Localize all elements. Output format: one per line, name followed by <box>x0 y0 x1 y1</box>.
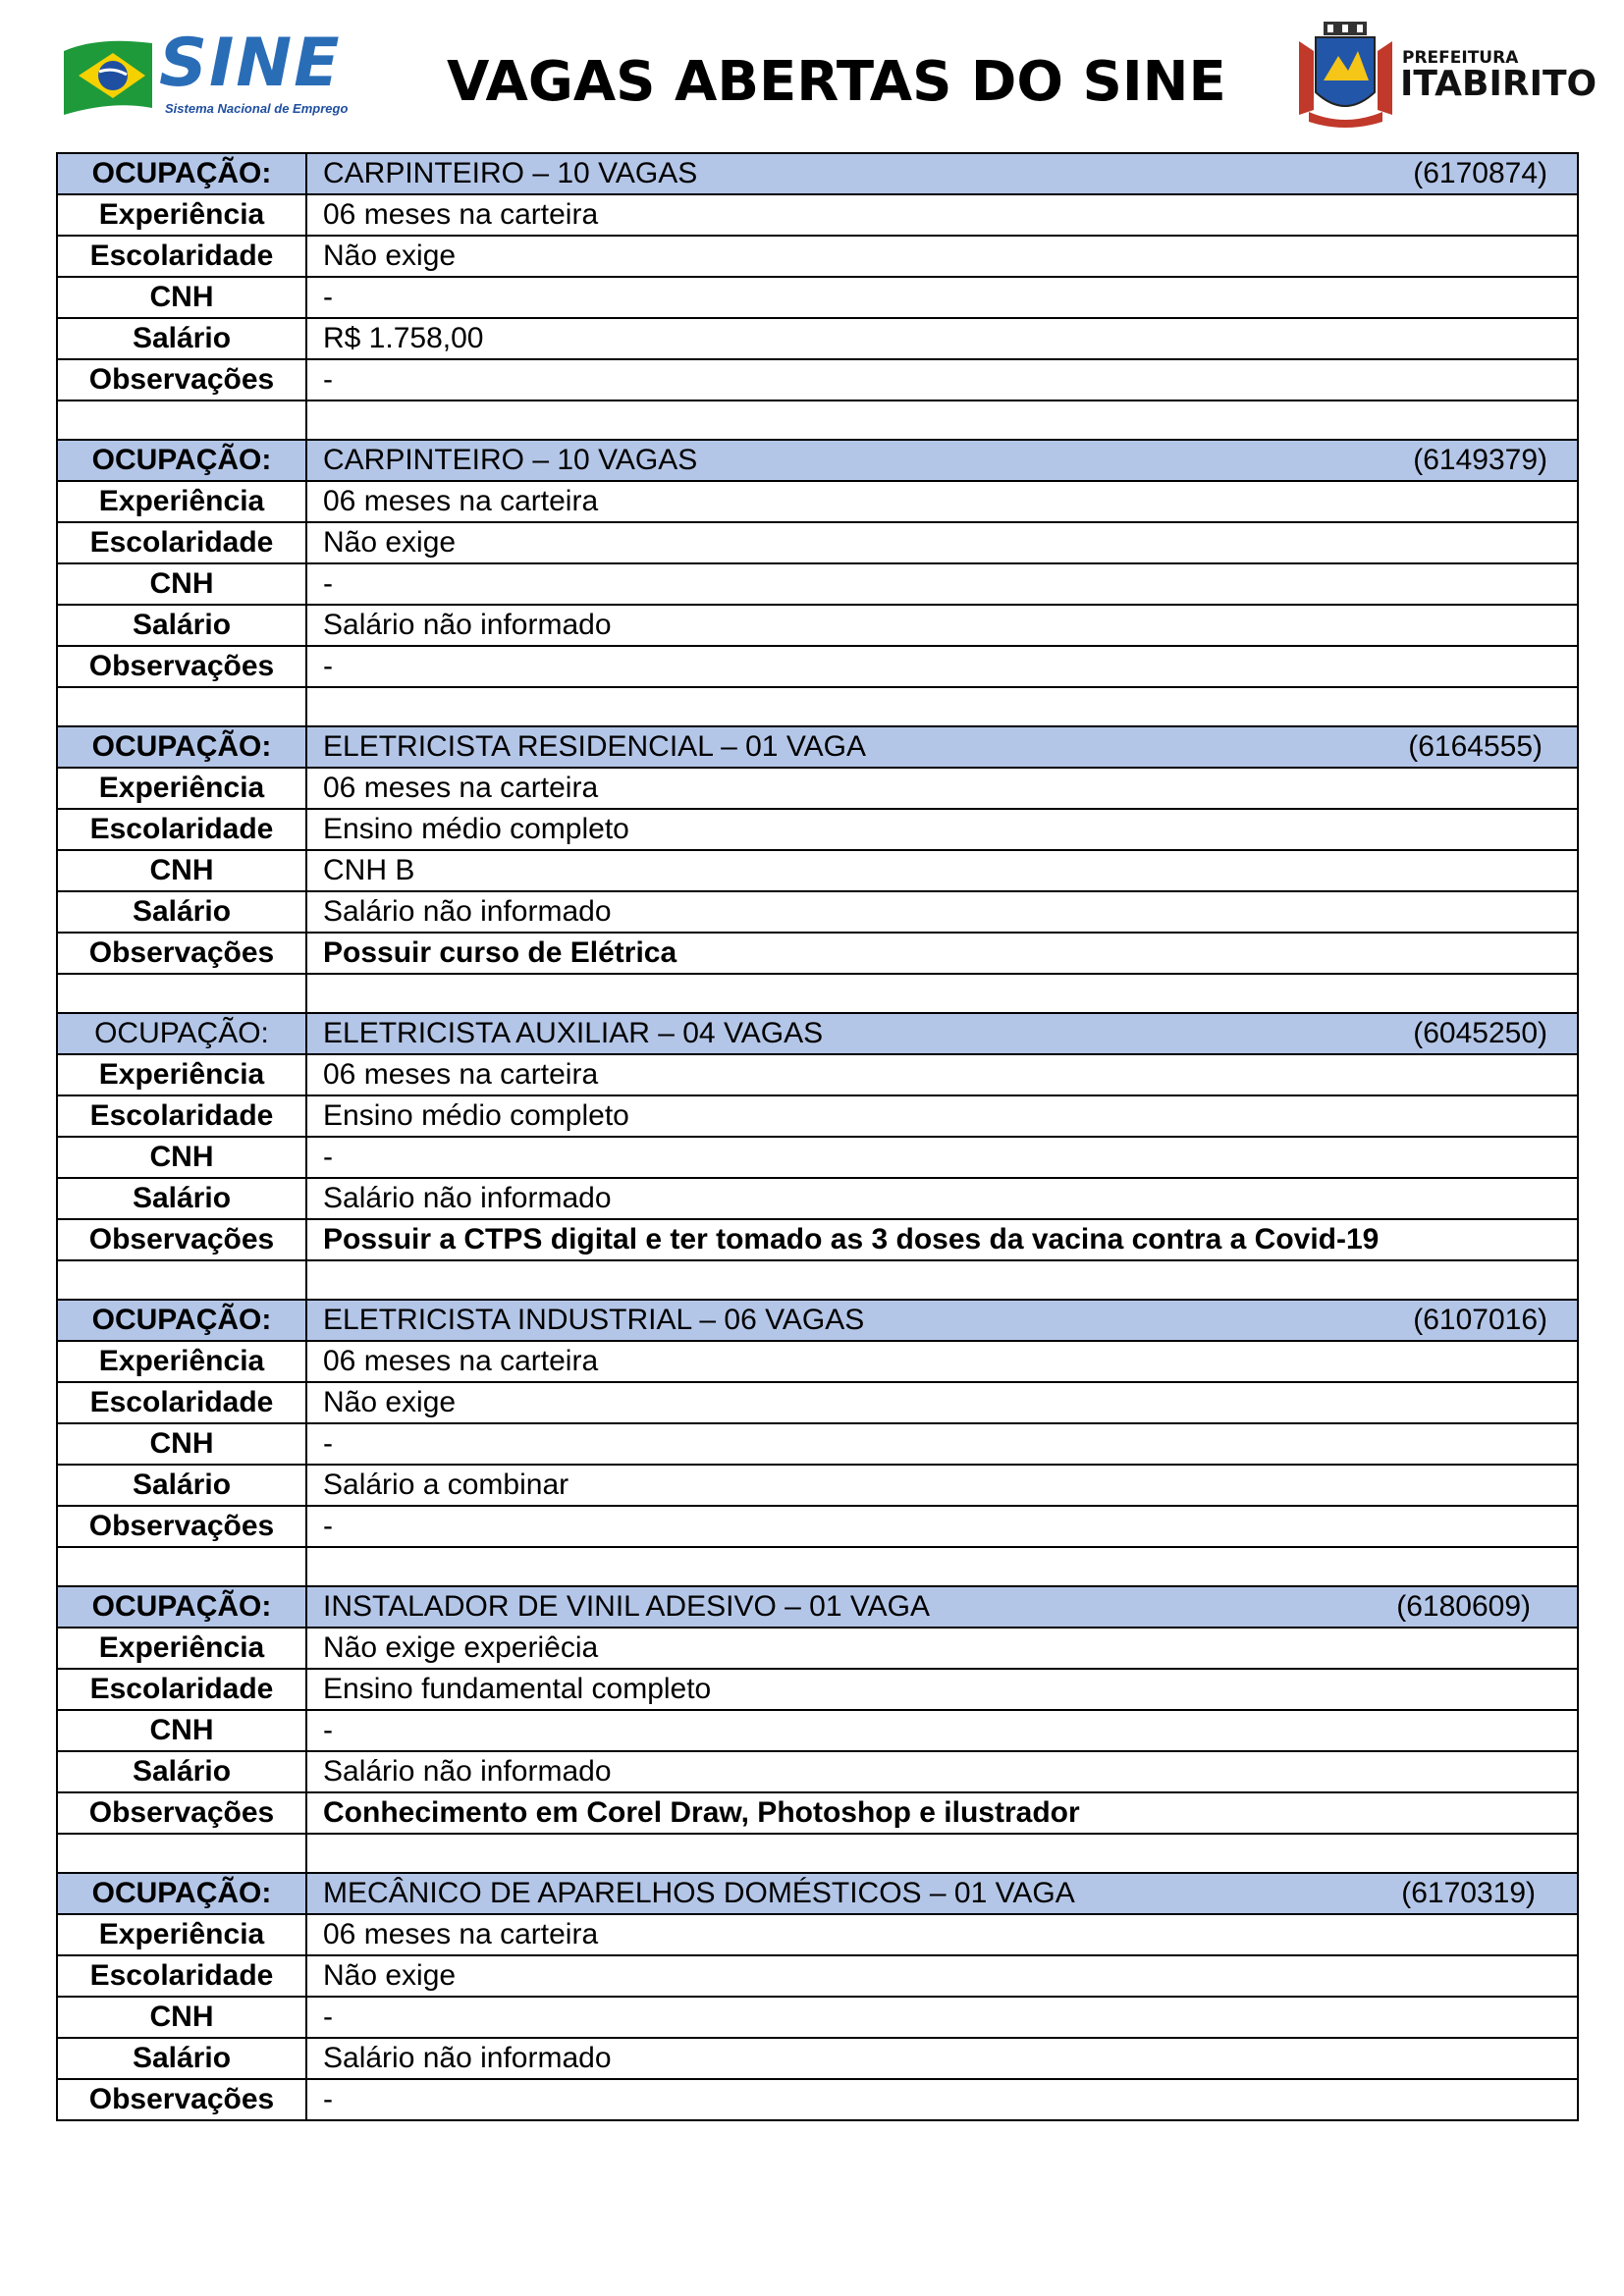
cnh-label: CNH <box>57 563 306 605</box>
observacoes-label: Observações <box>57 1219 306 1260</box>
salario-row <box>57 605 1578 646</box>
salario-value: Salário não informado <box>306 1178 1578 1219</box>
salario-label: Salário <box>57 1751 306 1792</box>
escolaridade-label: Escolaridade <box>57 522 306 563</box>
escolaridade-label: Escolaridade <box>57 1095 306 1137</box>
page-header <box>0 0 1624 147</box>
observacoes-value: Possuir a CTPS digital e ter tomado as 3 doses da vacina contra a Covid-19 <box>306 1219 1578 1260</box>
salario-value: Salário não informado <box>306 605 1578 646</box>
escolaridade-row <box>57 1382 1578 1423</box>
observacoes-value: - <box>306 359 1578 400</box>
occupation-label: OCUPAÇÃO: <box>57 440 306 481</box>
escolaridade-row <box>57 1095 1578 1137</box>
cnh-row <box>57 1423 1578 1465</box>
brazil-flag-icon <box>59 31 157 120</box>
salario-value: Salário não informado <box>306 1751 1578 1792</box>
occupation-title: MECÂNICO DE APARELHOS DOMÉSTICOS – 01 VAGA <box>323 1877 1075 1909</box>
page-title: VAGAS ABERTAS DO SINE <box>447 50 1226 114</box>
occupation-row <box>57 1873 1578 1914</box>
spacer-row <box>57 687 1578 726</box>
cnh-value: - <box>306 1710 1578 1751</box>
experiencia-row <box>57 1914 1578 1955</box>
occupation-label: OCUPAÇÃO: <box>57 1300 306 1341</box>
escolaridade-label: Escolaridade <box>57 1955 306 1997</box>
experiencia-label: Experiência <box>57 194 306 236</box>
occupation-title: ELETRICISTA INDUSTRIAL – 06 VAGAS <box>323 1304 865 1336</box>
observacoes-row <box>57 1219 1578 1260</box>
experiencia-value: 06 meses na carteira <box>306 1341 1578 1382</box>
experiencia-label: Experiência <box>57 1914 306 1955</box>
occupation-label: OCUPAÇÃO: <box>57 1013 306 1054</box>
cnh-label: CNH <box>57 1137 306 1178</box>
experiencia-value: 06 meses na carteira <box>306 481 1578 522</box>
coat-of-arms-icon <box>1294 22 1397 130</box>
escolaridade-label: Escolaridade <box>57 1669 306 1710</box>
salario-value: Salário a combinar <box>306 1465 1578 1506</box>
prefeitura-label: PREFEITURA <box>1402 48 1519 68</box>
spacer-row <box>57 974 1578 1013</box>
spacer-row <box>57 1260 1578 1300</box>
spacer-row <box>57 1547 1578 1586</box>
occupation-cell <box>306 726 1578 768</box>
occupation-label: OCUPAÇÃO: <box>57 1873 306 1914</box>
salario-label: Salário <box>57 891 306 933</box>
occupation-title: ELETRICISTA RESIDENCIAL – 01 VAGA <box>323 730 866 763</box>
occupation-code: (6107016) <box>1413 1304 1547 1336</box>
experiencia-value: 06 meses na carteira <box>306 1054 1578 1095</box>
experiencia-row <box>57 1628 1578 1669</box>
sine-logo-text: SINE <box>159 25 342 102</box>
occupation-code: (6170319) <box>1401 1877 1536 1909</box>
experiencia-value: 06 meses na carteira <box>306 194 1578 236</box>
occupation-row <box>57 1586 1578 1628</box>
occupation-title: INSTALADOR DE VINIL ADESIVO – 01 VAGA <box>323 1590 930 1623</box>
observacoes-row <box>57 2079 1578 2120</box>
escolaridade-row <box>57 1669 1578 1710</box>
experiencia-label: Experiência <box>57 1341 306 1382</box>
observacoes-value: Conhecimento em Corel Draw, Photoshop e ilustrador <box>306 1792 1578 1834</box>
escolaridade-label: Escolaridade <box>57 1382 306 1423</box>
occupation-row <box>57 1013 1578 1054</box>
observacoes-row <box>57 933 1578 974</box>
escolaridade-row <box>57 1955 1578 1997</box>
cnh-row <box>57 1710 1578 1751</box>
vagas-table <box>56 152 1579 2121</box>
escolaridade-row <box>57 522 1578 563</box>
occupation-cell <box>306 440 1578 481</box>
occupation-row <box>57 726 1578 768</box>
experiencia-label: Experiência <box>57 768 306 809</box>
cnh-label: CNH <box>57 850 306 891</box>
occupation-label: OCUPAÇÃO: <box>57 726 306 768</box>
cnh-label: CNH <box>57 1423 306 1465</box>
cnh-label: CNH <box>57 1997 306 2038</box>
salario-value: R$ 1.758,00 <box>306 318 1578 359</box>
cnh-label: CNH <box>57 1710 306 1751</box>
salario-value: Salário não informado <box>306 2038 1578 2079</box>
occupation-title: CARPINTEIRO – 10 VAGAS <box>323 444 698 476</box>
occupation-row <box>57 153 1578 194</box>
salario-row <box>57 2038 1578 2079</box>
experiencia-row <box>57 194 1578 236</box>
cnh-row <box>57 277 1578 318</box>
experiencia-row <box>57 1054 1578 1095</box>
cnh-value: - <box>306 1137 1578 1178</box>
experiencia-row <box>57 481 1578 522</box>
occupation-row <box>57 1300 1578 1341</box>
occupation-cell <box>306 153 1578 194</box>
observacoes-label: Observações <box>57 2079 306 2120</box>
cnh-value: - <box>306 563 1578 605</box>
occupation-code: (6045250) <box>1413 1017 1547 1049</box>
escolaridade-value: Não exige <box>306 236 1578 277</box>
spacer-row <box>57 1834 1578 1873</box>
observacoes-row <box>57 1792 1578 1834</box>
occupation-title: CARPINTEIRO – 10 VAGAS <box>323 157 698 189</box>
escolaridade-value: Ensino médio completo <box>306 809 1578 850</box>
salario-row <box>57 891 1578 933</box>
salario-row <box>57 318 1578 359</box>
experiencia-label: Experiência <box>57 1054 306 1095</box>
salario-label: Salário <box>57 1178 306 1219</box>
occupation-label: OCUPAÇÃO: <box>57 1586 306 1628</box>
vagas-table-body <box>57 153 1578 2120</box>
observacoes-label: Observações <box>57 1506 306 1547</box>
experiencia-label: Experiência <box>57 1628 306 1669</box>
escolaridade-value: Não exige <box>306 522 1578 563</box>
experiencia-label: Experiência <box>57 481 306 522</box>
observacoes-value: - <box>306 1506 1578 1547</box>
escolaridade-value: Não exige <box>306 1955 1578 1997</box>
occupation-title: ELETRICISTA AUXILIAR – 04 VAGAS <box>323 1017 824 1049</box>
cnh-label: CNH <box>57 277 306 318</box>
cnh-value: - <box>306 1997 1578 2038</box>
observacoes-label: Observações <box>57 646 306 687</box>
salario-row <box>57 1465 1578 1506</box>
observacoes-row <box>57 646 1578 687</box>
occupation-cell <box>306 1586 1578 1628</box>
spacer-row <box>57 400 1578 440</box>
escolaridade-value: Ensino fundamental completo <box>306 1669 1578 1710</box>
experiencia-value: 06 meses na carteira <box>306 768 1578 809</box>
observacoes-row <box>57 359 1578 400</box>
salario-label: Salário <box>57 1465 306 1506</box>
escolaridade-value: Ensino médio completo <box>306 1095 1578 1137</box>
cnh-row <box>57 563 1578 605</box>
escolaridade-row <box>57 809 1578 850</box>
occupation-cell <box>306 1873 1578 1914</box>
experiencia-row <box>57 1341 1578 1382</box>
occupation-cell <box>306 1300 1578 1341</box>
experiencia-row <box>57 768 1578 809</box>
cnh-row <box>57 850 1578 891</box>
experiencia-value: Não exige experiêcia <box>306 1628 1578 1669</box>
occupation-label: OCUPAÇÃO: <box>57 153 306 194</box>
cnh-value: - <box>306 277 1578 318</box>
observacoes-value: - <box>306 646 1578 687</box>
escolaridade-row <box>57 236 1578 277</box>
cnh-row <box>57 1997 1578 2038</box>
salario-label: Salário <box>57 605 306 646</box>
itabirito-label: ITABIRITO <box>1400 64 1597 104</box>
observacoes-label: Observações <box>57 933 306 974</box>
escolaridade-label: Escolaridade <box>57 236 306 277</box>
salario-row <box>57 1751 1578 1792</box>
occupation-cell <box>306 1013 1578 1054</box>
occupation-code: (6170874) <box>1413 157 1547 189</box>
observacoes-value: Possuir curso de Elétrica <box>306 933 1578 974</box>
occupation-code: (6164555) <box>1408 730 1543 763</box>
observacoes-row <box>57 1506 1578 1547</box>
escolaridade-value: Não exige <box>306 1382 1578 1423</box>
cnh-value: CNH B <box>306 850 1578 891</box>
occupation-code: (6149379) <box>1413 444 1547 476</box>
experiencia-value: 06 meses na carteira <box>306 1914 1578 1955</box>
observacoes-value: - <box>306 2079 1578 2120</box>
cnh-value: - <box>306 1423 1578 1465</box>
occupation-code: (6180609) <box>1396 1590 1531 1623</box>
salario-label: Salário <box>57 318 306 359</box>
salario-row <box>57 1178 1578 1219</box>
observacoes-label: Observações <box>57 359 306 400</box>
sine-logo-subtitle: Sistema Nacional de Emprego <box>165 101 349 116</box>
occupation-row <box>57 440 1578 481</box>
observacoes-label: Observações <box>57 1792 306 1834</box>
escolaridade-label: Escolaridade <box>57 809 306 850</box>
salario-value: Salário não informado <box>306 891 1578 933</box>
salario-label: Salário <box>57 2038 306 2079</box>
cnh-row <box>57 1137 1578 1178</box>
